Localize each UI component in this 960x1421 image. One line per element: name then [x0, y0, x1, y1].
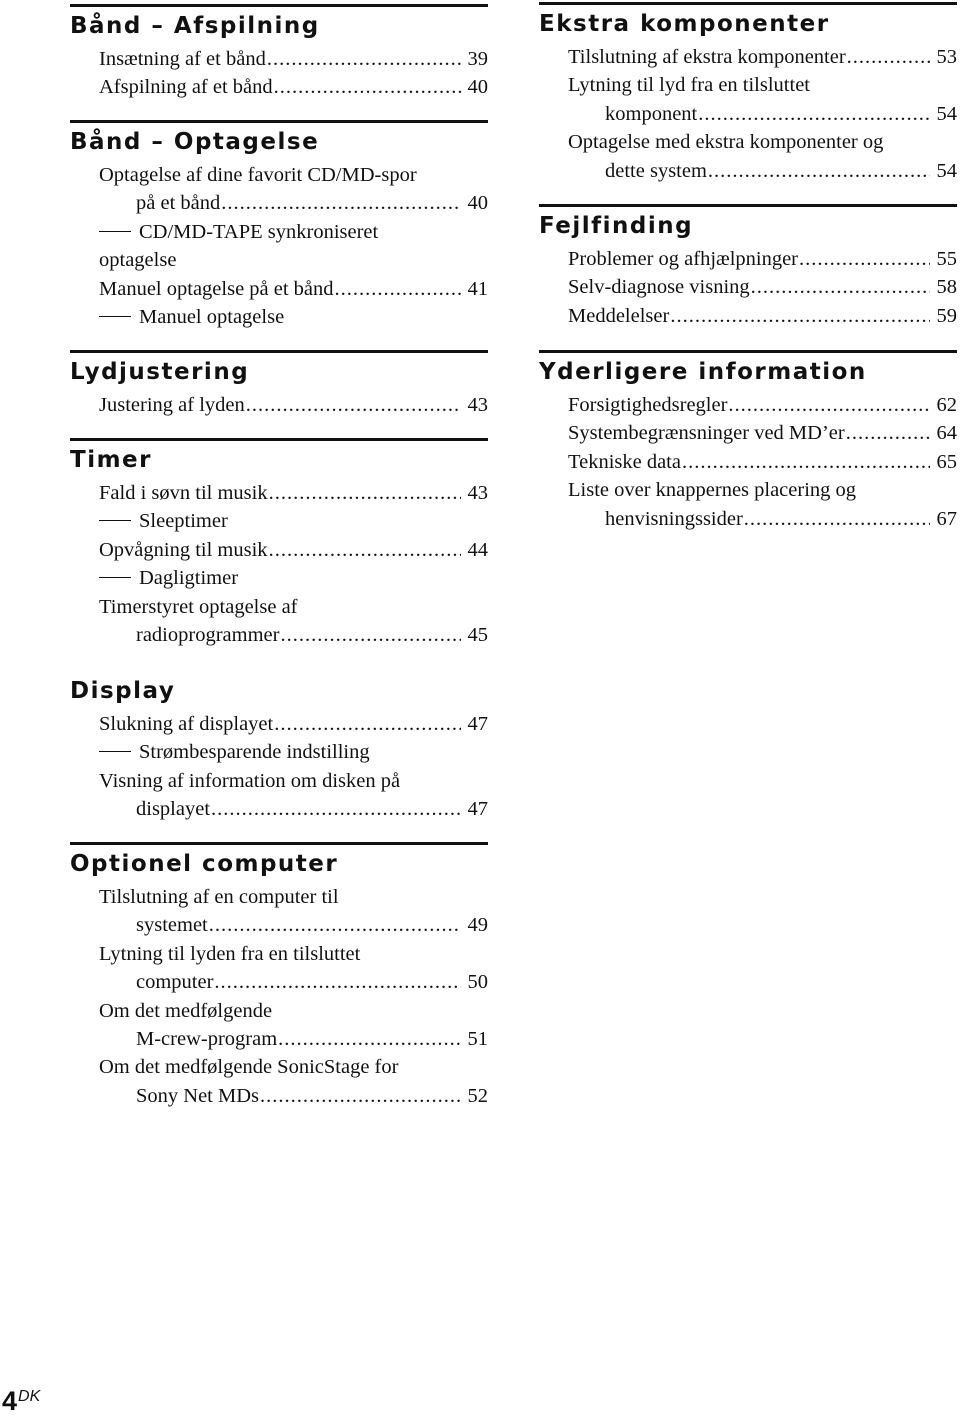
toc-entry: optagelse: [99, 249, 177, 272]
toc-entry[interactable]: Justering af lyden ..... 43: [70, 391, 488, 419]
toc-entry[interactable]: dette system ..... 54: [539, 157, 957, 185]
toc-subentry: Sleeptimer: [70, 507, 488, 535]
section-title: Optionel computer: [70, 842, 488, 883]
toc-entry[interactable]: Tekniske data ..... 65: [539, 448, 957, 476]
section-troubleshooting: [539, 204, 957, 330]
toc-entry[interactable]: Selv-diagnose visning ..... 58: [539, 273, 957, 301]
section-tape-playback: [70, 4, 488, 102]
section-title: Lydjustering: [70, 350, 488, 391]
toc-entry[interactable]: Om det medfølgende SonicStage for: [99, 1056, 399, 1079]
toc-entry[interactable]: Slukning af displayet ..... 47: [70, 710, 488, 738]
em-dash: [99, 231, 131, 232]
toc-entry[interactable]: Manuel optagelse på et bånd ..... 41: [70, 275, 488, 303]
section-sound-adjustment: [70, 350, 488, 419]
em-dash: [99, 577, 131, 578]
toc-entry[interactable]: Afspilning af et bånd ..... 40: [70, 73, 488, 101]
section-title: Timer: [70, 438, 488, 479]
toc-entry[interactable]: M-crew-program ..... 51: [70, 1025, 488, 1053]
section-timer: [70, 438, 488, 649]
toc-entry[interactable]: Meddelelser ..... 59: [539, 302, 957, 330]
toc-entry[interactable]: henvisningssider ..... 67: [539, 505, 957, 533]
page-number-value: 4: [2, 1386, 18, 1416]
em-dash: [99, 751, 131, 752]
toc-entry[interactable]: Opvågning til musik ..... 44: [70, 536, 488, 564]
toc-entry[interactable]: Forsigtighedsregler ..... 62: [539, 391, 957, 419]
toc-entry[interactable]: systemet ..... 49: [70, 911, 488, 939]
page-number: [2, 1386, 40, 1421]
toc-entry[interactable]: Sony Net MDs ..... 52: [70, 1082, 488, 1110]
toc-subentry: Dagligtimer: [70, 564, 488, 592]
em-dash: [99, 520, 131, 521]
section-title: Ekstra komponenter: [539, 2, 957, 43]
toc-entry[interactable]: Tilslutning af ekstra komponenter ..... 53: [539, 43, 957, 71]
toc-entry[interactable]: Fald i søvn til musik ..... 43: [70, 479, 488, 507]
toc-entry[interactable]: Optagelse med ekstra komponenter og: [568, 131, 884, 154]
section-additional-information: [539, 350, 957, 533]
page-number-suffix: DK: [18, 1388, 41, 1405]
toc-entry[interactable]: Lytning til lyd fra en tilsluttet: [568, 74, 810, 97]
section-tape-recording: [70, 120, 488, 331]
toc-entry[interactable]: komponent ..... 54: [539, 100, 957, 128]
toc-entry[interactable]: Optagelse af dine favorit CD/MD-spor: [99, 164, 417, 186]
toc-subentry: Manuel optagelse: [70, 303, 488, 331]
toc-subentry: Strømbesparende indstilling: [70, 738, 488, 766]
section-title: Display: [70, 678, 176, 704]
toc-entry[interactable]: Timerstyret optagelse af: [99, 595, 298, 618]
section-title: Bånd – Optagelse: [70, 120, 488, 161]
em-dash: [99, 316, 131, 317]
toc-entry[interactable]: Visning af information om disken på: [99, 769, 401, 792]
section-title: Yderligere information: [539, 350, 957, 391]
toc-entry[interactable]: Lytning til lyden fra en tilsluttet: [99, 942, 361, 965]
toc-entry[interactable]: Insætning af et bånd ..... 39: [70, 45, 488, 73]
section-optional-computer: [70, 842, 488, 1110]
toc-entry[interactable]: Liste over knappernes placering og: [568, 479, 857, 502]
toc-entry[interactable]: Systembegrænsninger ved MD’er ..... 64: [539, 419, 957, 447]
toc-entry[interactable]: Om det medfølgende: [99, 999, 273, 1022]
section-title: Fejlfinding: [539, 204, 957, 245]
toc-entry[interactable]: på et bånd ..... 40: [70, 189, 488, 217]
toc-entry[interactable]: radioprogrammer ..... 45: [70, 621, 488, 649]
toc-entry[interactable]: displayet ..... 47: [70, 795, 488, 823]
toc-subentry: CD/MD-TAPE synkroniseret: [70, 218, 488, 246]
toc-entry[interactable]: Tilslutning af en computer til: [99, 886, 339, 908]
section-extra-components: [539, 2, 957, 185]
section-title: Bånd – Afspilning: [70, 4, 488, 45]
section-display: [70, 669, 488, 824]
toc-entry[interactable]: computer ..... 50: [70, 968, 488, 996]
toc-entry[interactable]: Problemer og afhjælpninger ..... 55: [539, 245, 957, 273]
